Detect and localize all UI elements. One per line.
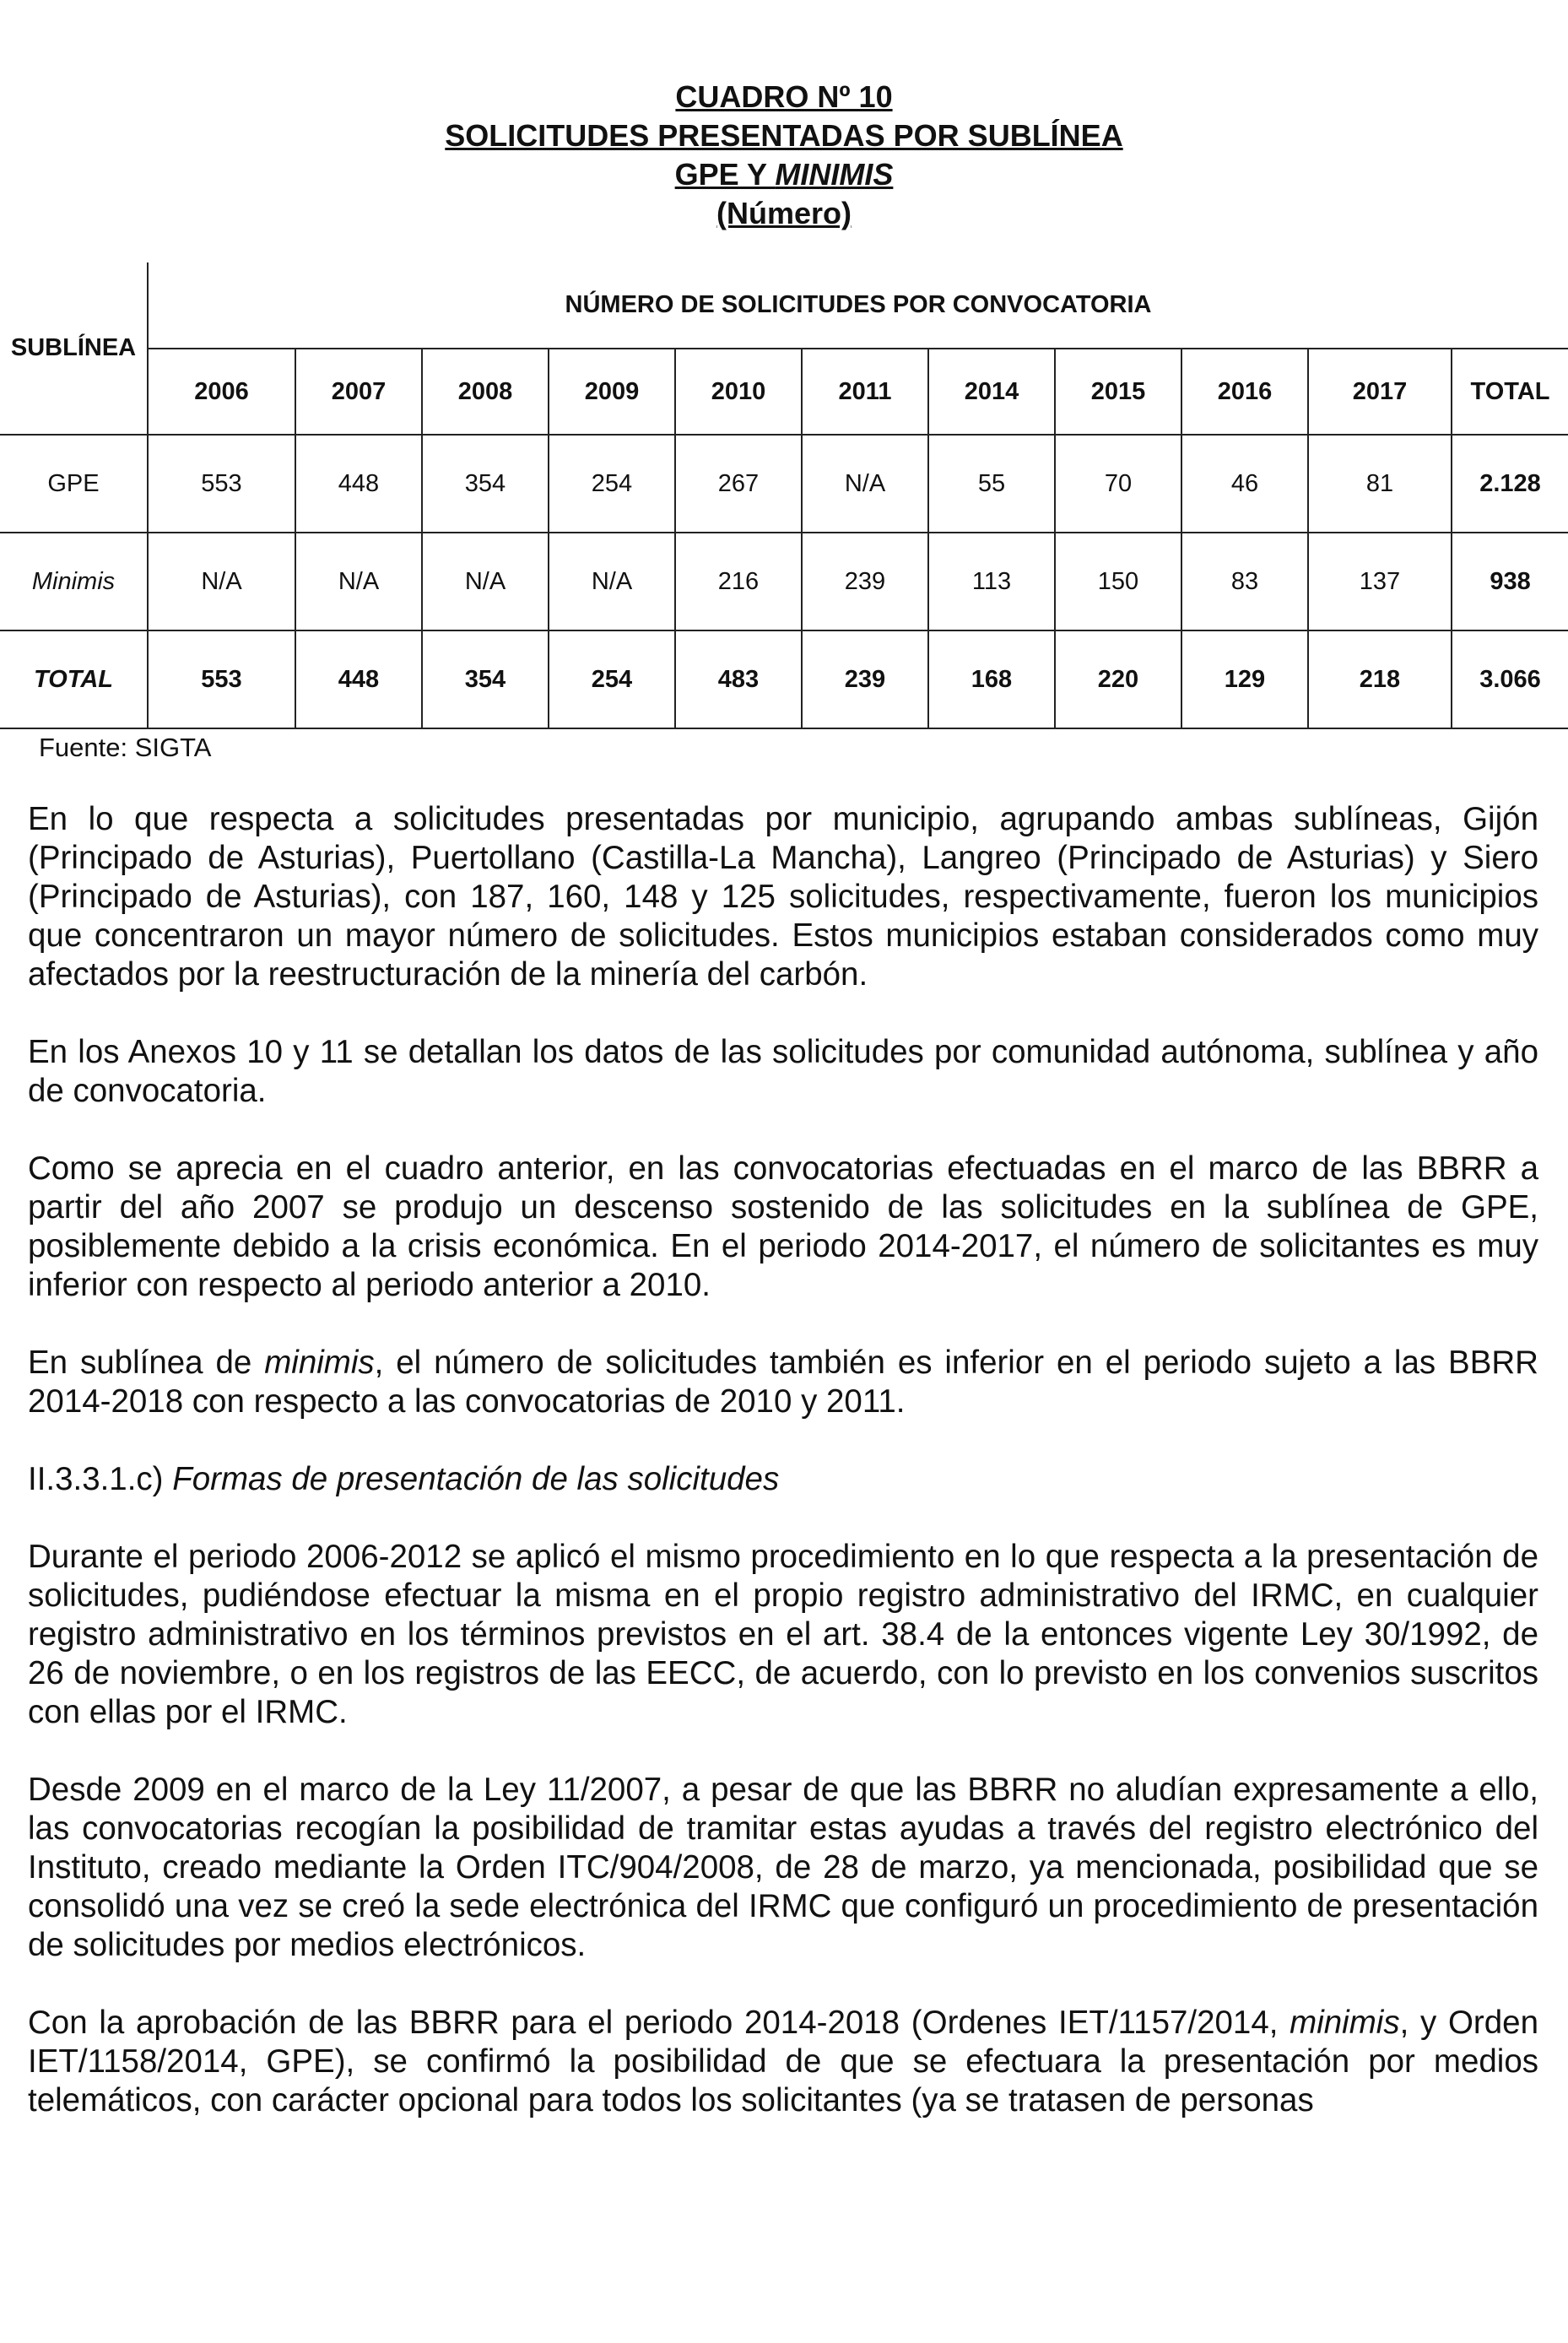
table-cell: 254 xyxy=(549,630,675,728)
table-cell: 218 xyxy=(1308,630,1452,728)
header-year: 2014 xyxy=(928,349,1055,435)
table-source: Fuente: SIGTA xyxy=(39,733,212,762)
table-cell: 239 xyxy=(802,533,928,630)
table-cell: 137 xyxy=(1308,533,1452,630)
table-cell: 239 xyxy=(802,630,928,728)
table-cell: 150 xyxy=(1055,533,1181,630)
table-cell: N/A xyxy=(549,533,675,630)
header-year: 2016 xyxy=(1181,349,1308,435)
paragraph: En lo que respecta a solicitudes presentadas por municipio, agrupando ambas sublíneas, Gijón (Principado de Asturias), Puertollano (Castilla-La Mancha), Langreo (Principado de Asturias) y Siero (Principado de Asturias), con 187, 160, 148 y 125 solicitudes, respectivamente, fueron los municipios que concentraron un mayor número de solicitudes. Estos municipios estaban considerados como muy afectados por la reestructuración de la minería del carbón. xyxy=(28,801,1538,993)
header-year: 2015 xyxy=(1055,349,1181,435)
header-year: 2010 xyxy=(675,349,802,435)
table-cell: 70 xyxy=(1055,435,1181,533)
solicitudes-table xyxy=(0,262,1568,729)
paragraph: Desde 2009 en el marco de la Ley 11/2007, a pesar de que las BBRR no aludían expresamente a ello, las convocatorias recogían la posibilidad de tramitar estas ayudas a través del registro electrónico del Instituto, creado mediante la Orden ITC/904/2008, de 28 de marzo, ya mencionada, posibilidad que se consolidó una vez se creó la sede electrónica del IRMC que configuró un procedimiento de presentación de solicitudes por medios electrónicos. xyxy=(28,1772,1538,1963)
paragraph: Durante el periodo 2006-2012 se aplicó el mismo procedimiento en lo que respecta a la presentación de solicitudes, pudiéndose efectuar la misma en el propio registro administrativo del IRMC, en cualquier registro administrativo en los términos previstos en el art. 38.4 de la entonces vigente Ley 30/1992, de 26 de noviembre, o en los registros de las EECC, de acuerdo, con lo previsto en los convenios suscritos con ellas por el IRMC. xyxy=(28,1539,1538,1730)
table-cell: 81 xyxy=(1308,435,1452,533)
table-cell: 216 xyxy=(675,533,802,630)
table-cell: 113 xyxy=(928,533,1055,630)
header-group: NÚMERO DE SOLICITUDES POR CONVOCATORIA xyxy=(148,262,1568,349)
row-total: 938 xyxy=(1452,533,1568,630)
table-title: SOLICITUDES PRESENTADAS POR SUBLÍNEA xyxy=(445,118,1123,153)
header-year: 2011 xyxy=(802,349,928,435)
table-cell: 267 xyxy=(675,435,802,533)
table-cell: 553 xyxy=(148,435,295,533)
header-total: TOTAL xyxy=(1452,349,1568,435)
paragraph: En sublínea de minimis, el número de solicitudes también es inferior en el periodo sujeto a las BBRR 2014-2018 con respecto a las convocatorias de 2010 y 2011. xyxy=(28,1345,1538,1420)
header-year: 2008 xyxy=(422,349,549,435)
header-year: 2007 xyxy=(295,349,422,435)
table-unit: (Número) xyxy=(716,196,852,230)
table-cell: 483 xyxy=(675,630,802,728)
table-cell: 354 xyxy=(422,435,549,533)
table-number: CUADRO Nº 10 xyxy=(675,79,893,114)
table-cell: 83 xyxy=(1181,533,1308,630)
header-year: 2006 xyxy=(148,349,295,435)
table-cell: N/A xyxy=(295,533,422,630)
table-cell: 553 xyxy=(148,630,295,728)
row-total: 2.128 xyxy=(1452,435,1568,533)
header-year: 2017 xyxy=(1308,349,1452,435)
table-row-total xyxy=(0,630,1568,728)
section-heading: II.3.3.1.c) Formas de presentación de las solicitudes xyxy=(28,1461,780,1497)
paragraph: Con la aprobación de las BBRR para el periodo 2014-2018 (Ordenes IET/1157/2014, minimis, y Orden IET/1158/2014, GPE), se confirmó la posibilidad de que se efectuara la presentación por medios telemáticos, con carácter opcional para todos los solicitantes (ya se tratasen de personas xyxy=(28,2005,1538,2118)
paragraph: Como se aprecia en el cuadro anterior, en las convocatorias efectuadas en el marco de las BBRR a partir del año 2007 se produjo un descenso sostenido de las solicitudes en la sublínea de GPE, posiblemente debido a la crisis económica. En el periodo 2014-2017, el número de solicitantes es muy inferior con respecto al periodo anterior a 2010. xyxy=(28,1150,1538,1303)
header-year: 2009 xyxy=(549,349,675,435)
minimis-italic: minimis xyxy=(1290,2005,1400,2041)
table-subtitle: GPE Y MINIMIS xyxy=(674,157,894,192)
table-title-block xyxy=(0,78,1568,233)
table-cell: 354 xyxy=(422,630,549,728)
table-cell: 220 xyxy=(1055,630,1181,728)
table-cell: 254 xyxy=(549,435,675,533)
table-cell: N/A xyxy=(422,533,549,630)
table-row-gpe xyxy=(0,435,1568,533)
table-cell: 55 xyxy=(928,435,1055,533)
row-total: 3.066 xyxy=(1452,630,1568,728)
minimis-italic: minimis xyxy=(264,1345,375,1381)
table-cell: N/A xyxy=(802,435,928,533)
table-cell: 448 xyxy=(295,435,422,533)
table-cell: 46 xyxy=(1181,435,1308,533)
paragraph: En los Anexos 10 y 11 se detallan los datos de las solicitudes por comunidad autónoma, sublínea y año de convocatoria. xyxy=(28,1034,1538,1109)
minimis-italic: MINIMIS xyxy=(775,157,894,192)
table-row-minimis xyxy=(0,533,1568,630)
table-cell: N/A xyxy=(148,533,295,630)
row-label: TOTAL xyxy=(0,630,148,728)
body-text xyxy=(28,800,1538,2159)
table-cell: 448 xyxy=(295,630,422,728)
table-cell: 168 xyxy=(928,630,1055,728)
section-heading-title: Formas de presentación de las solicitudes xyxy=(172,1461,780,1497)
row-label: Minimis xyxy=(0,533,148,630)
header-sublinea: SUBLÍNEA xyxy=(0,262,148,435)
row-label: GPE xyxy=(0,435,148,533)
table-cell: 129 xyxy=(1181,630,1308,728)
